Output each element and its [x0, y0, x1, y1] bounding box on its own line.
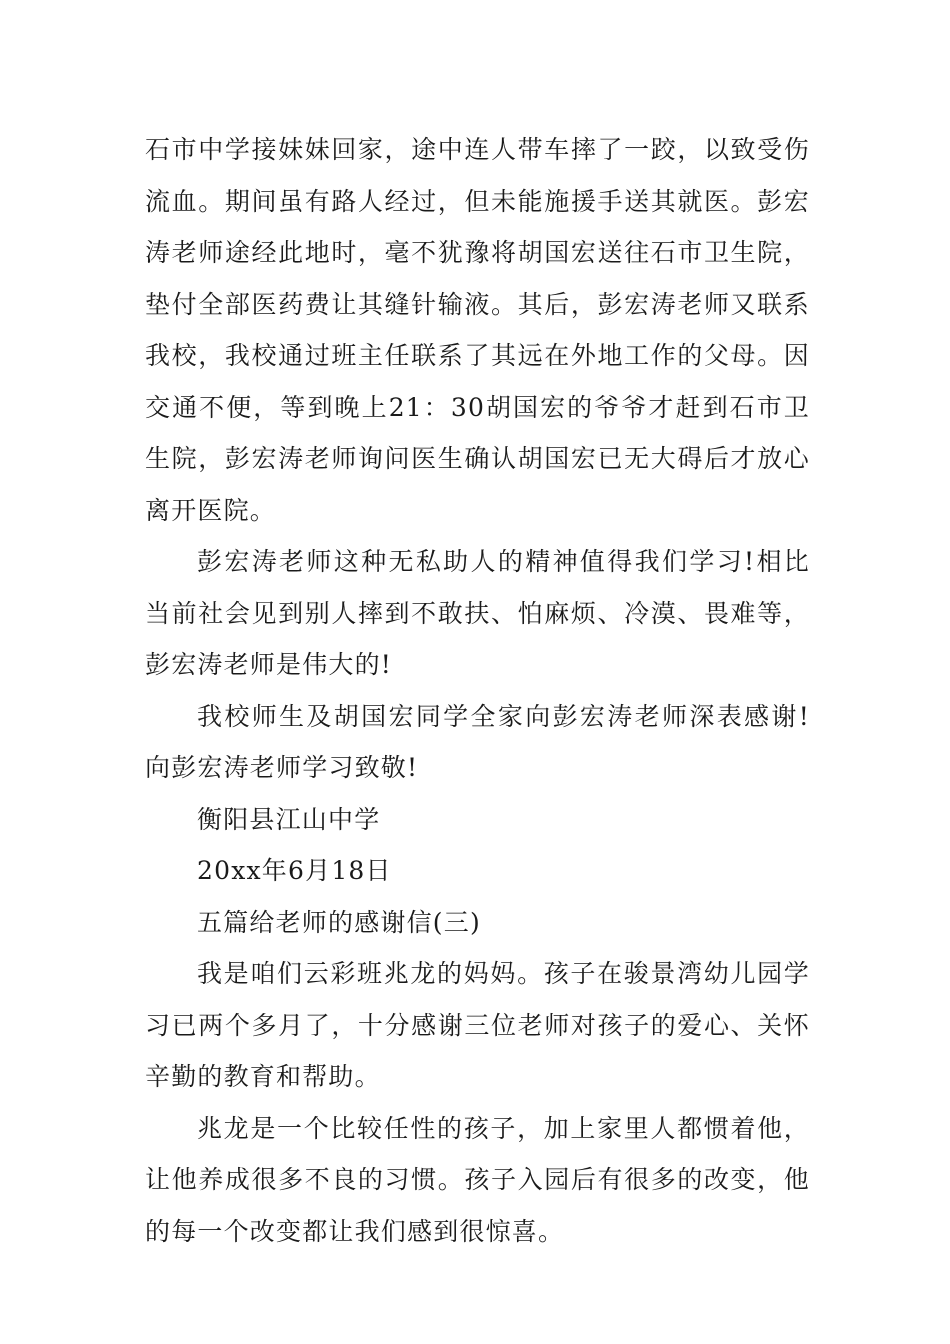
paragraph-praise: 彭宏涛老师这种无私助人的精神值得我们学习!相比当前社会见到别人摔到不敢扶、怕麻烦、冷漠、畏难等，彭宏涛老师是伟大的!	[145, 547, 810, 679]
paragraph-thanks: 我校师生及胡国宏同学全家向彭宏涛老师深表感谢!向彭宏涛老师学习致敬!	[145, 701, 810, 782]
paragraph-incident: 石市中学接妹妹回家，途中连人带车摔了一跤，以致受伤流血。期间虽有路人经过，但未能施援手送其就医。彭宏涛老师途经此地时，毫不犹豫将胡国宏送往石市卫生院，垫付全部医药费让其缝针输液。其后，彭宏涛老师又联系我校，我校通过班主任联系了其远在外地工作的父母。因交通不便，等到晚上21：30胡国宏的爷爷才赶到石市卫生院，彭宏涛老师询问医生确认胡国宏已无大碍后才放心离开医院。	[145, 135, 810, 525]
document-body	[145, 124, 810, 1257]
section-heading: 五篇给老师的感谢信(三)	[197, 907, 481, 937]
signature-school: 衡阳县江山中学	[197, 804, 381, 834]
paragraph-intro: 我是咱们云彩班兆龙的妈妈。孩子在骏景湾幼儿园学习已两个多月了，十分感谢三位老师对孩子的爱心、关怀辛勤的教育和帮助。	[145, 959, 810, 1091]
paragraph-changes: 兆龙是一个比较任性的孩子，加上家里人都惯着他，让他养成很多不良的习惯。孩子入园后有很多的改变，他的每一个改变都让我们感到很惊喜。	[145, 1113, 810, 1246]
signature-date: 20xx年6月18日	[197, 856, 392, 885]
